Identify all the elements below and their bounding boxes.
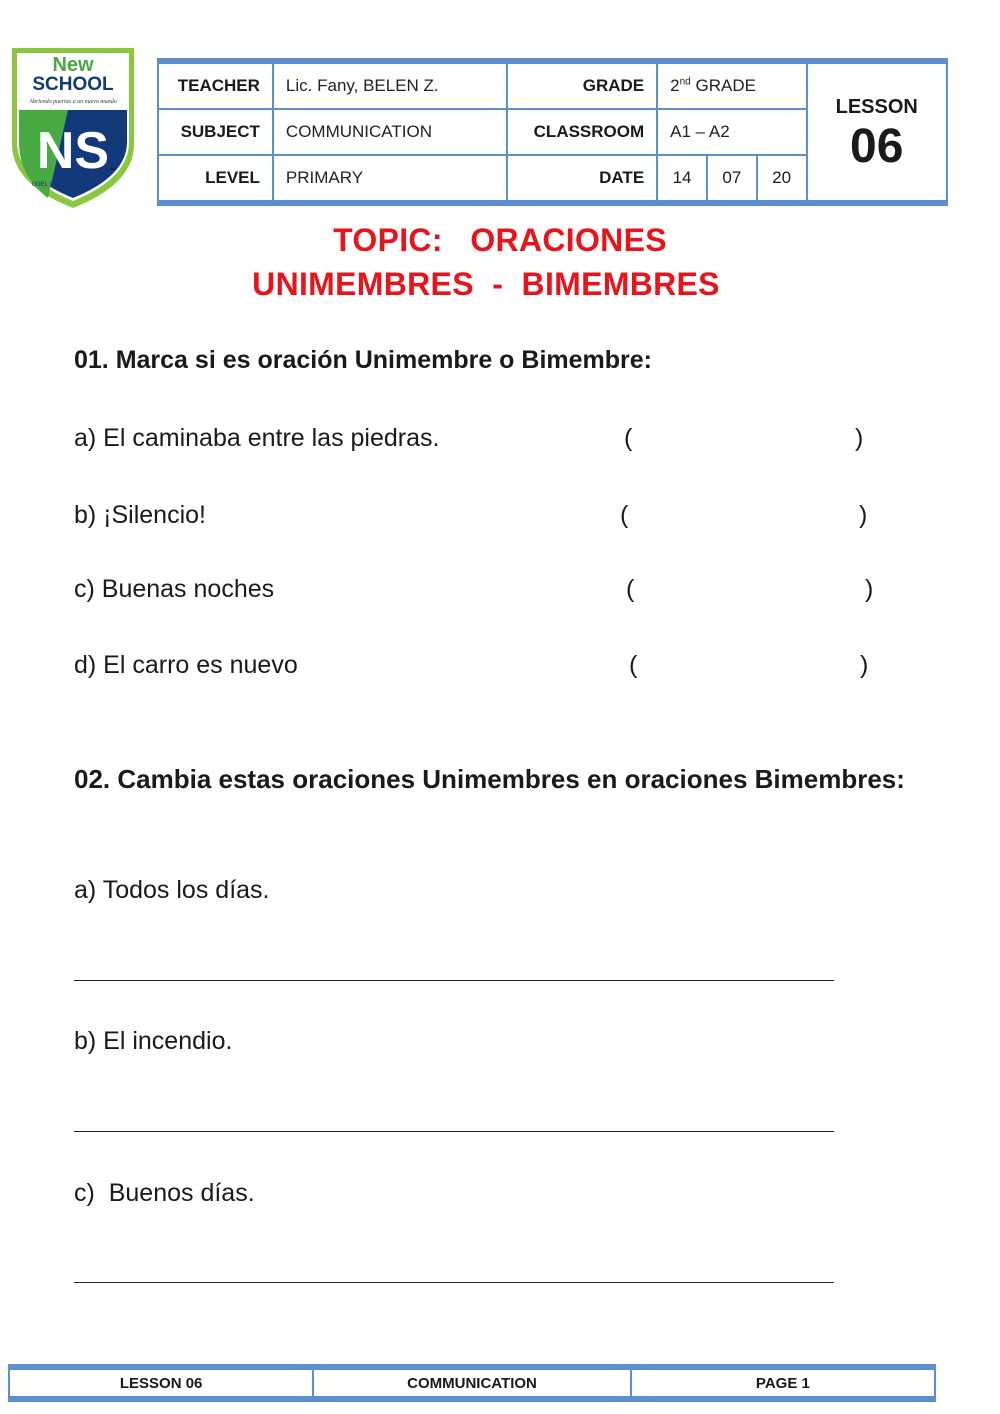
answer-open-paren-c[interactable]: (	[626, 575, 635, 603]
answer-close-paren-b: )	[859, 501, 868, 529]
date-day: 14	[657, 155, 707, 201]
footer-page: PAGE 1	[631, 1369, 935, 1397]
level-label: LEVEL	[158, 155, 273, 201]
section1-item-a: a) El caminaba entre las piedras.	[74, 424, 440, 452]
header-info-table	[157, 58, 948, 206]
date-month: 07	[707, 155, 757, 201]
date-year: 20	[757, 155, 807, 201]
classroom-value: A1 – A2	[657, 109, 806, 155]
date-label: DATE	[507, 155, 657, 201]
classroom-label: CLASSROOM	[507, 109, 657, 155]
answer-close-paren-c: )	[865, 575, 874, 603]
section2-heading: 02. Cambia estas oraciones Unimembres en oraciones Bimembres:	[74, 764, 905, 794]
topic-line-1: TOPIC: ORACIONES	[333, 222, 667, 258]
section1-item-c: c) Buenas noches	[74, 575, 275, 603]
answer-close-paren-d: )	[860, 651, 869, 679]
subject-value: COMMUNICATION	[273, 109, 507, 155]
school-logo	[8, 44, 138, 212]
section1-item-d: d) El carro es nuevo	[74, 651, 298, 679]
logo-initials: NS	[36, 122, 110, 180]
logo-brand-top: New	[52, 54, 94, 76]
section2-item-c: c) Buenos días.	[74, 1179, 255, 1207]
answer-close-paren-a: )	[855, 424, 864, 452]
footer-subject: COMMUNICATION	[313, 1369, 630, 1397]
stray-mark: -	[110, 158, 116, 178]
logo-ugel: UGEL Nº 06	[31, 182, 65, 188]
teacher-label: TEACHER	[158, 63, 273, 109]
topic-line-2: UNIMEMBRES - BIMEMBRES	[252, 266, 720, 302]
lesson-label: LESSON	[835, 95, 918, 118]
logo-brand-bottom: SCHOOL	[32, 74, 114, 95]
answer-line-a[interactable]	[74, 980, 834, 981]
teacher-value: Lic. Fany, BELEN Z.	[273, 63, 507, 109]
grade-value: 2nd GRADE	[657, 63, 806, 109]
section2-item-b: b) El incendio.	[74, 1027, 233, 1055]
grade-label: GRADE	[507, 63, 657, 109]
answer-open-paren-d[interactable]: (	[629, 651, 638, 679]
answer-line-b[interactable]	[74, 1131, 834, 1132]
answer-line-c[interactable]	[74, 1282, 834, 1283]
lesson-number: 06	[850, 119, 904, 173]
answer-open-paren-a[interactable]: (	[624, 424, 633, 452]
logo-tagline: Abriendo puertas a un nuevo mundo	[29, 99, 117, 105]
section2-item-a: a) Todos los días.	[74, 876, 270, 904]
subject-label: SUBJECT	[158, 109, 273, 155]
footer-lesson: LESSON 06	[9, 1369, 313, 1397]
page-footer	[8, 1364, 936, 1402]
section1-heading: 01. Marca si es oración Unimembre o Bimembre:	[74, 346, 652, 374]
section1-item-b: b) ¡Silencio!	[74, 501, 206, 529]
answer-open-paren-b[interactable]: (	[620, 501, 629, 529]
level-value: PRIMARY	[273, 155, 507, 201]
lesson-box	[807, 63, 948, 201]
